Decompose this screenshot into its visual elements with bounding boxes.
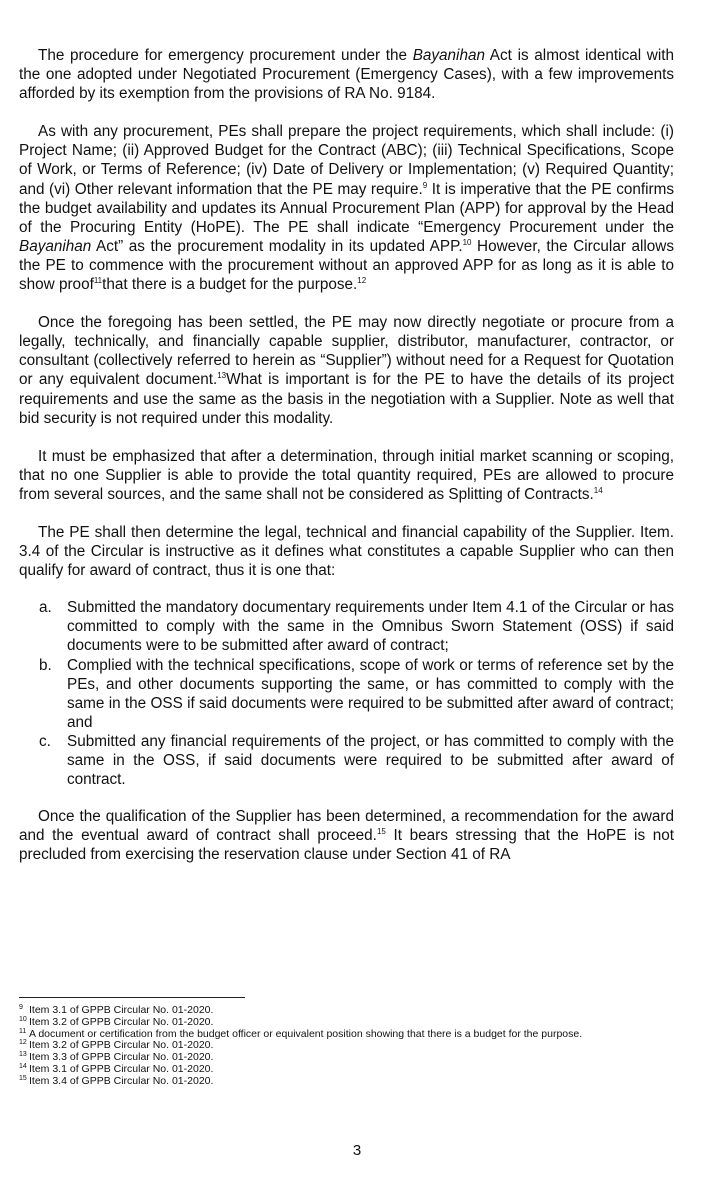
footnote-ref-10[interactable]: 10 — [462, 237, 472, 247]
paragraph-1 — [19, 46, 674, 103]
list-item — [19, 732, 674, 789]
paragraph-2-text-f: that there is a budget for the purpose. — [102, 276, 358, 294]
footnote-ref-13[interactable]: 13 — [217, 371, 227, 381]
paragraph-1-text-c: Act is almost identical with the one adopted under Negotiated Procurement (Emergency Cases), with a few improvements afforded by its exemption from the provisions of RA No. 9184. — [19, 47, 674, 103]
document-body — [19, 46, 674, 883]
paragraph-1-italic-act: Bayanihan — [412, 47, 485, 64]
paragraph-6-text-a: Once the qualification of the Supplier has been determined, a recommendation for the award and the eventual award of contract shall proceed. — [19, 808, 674, 845]
paragraph-4-text-a: It must be emphasized that after a determination, through initial market scanning or scoping, that no one Supplier is able to provide the total quantity required, PEs are allowed to procure from several sources, and the same shall not be considered as Splitting of Contracts. — [19, 447, 674, 503]
list-item-text: Submitted any financial requirements of the project, or has committed to comply with the same in the OSS, if said documents were required to be submitted after award of contract. — [67, 732, 674, 789]
paragraph-3-text-a: Once the foregoing has been settled, the PE may now directly negotiate or procure from a legally, technically, and financially capable supplier, distributor, manufacturer, contractor, or consultant (collectively referred to herein as “Supplier”) without need for a Request for Quotation or any equivalent document. — [19, 314, 674, 389]
list-marker-a: a. — [39, 599, 52, 617]
page-number: 3 — [352, 1142, 362, 1159]
list-marker-b: b. — [39, 656, 52, 674]
footnote-number: 14 — [19, 1062, 27, 1070]
capable-supplier-list — [19, 598, 674, 789]
paragraph-5-text: The PE shall then determine the legal, technical and financial capability of the Supplier. Item. 3.4 of the Circular is instructive as it defines what constitutes a capable Supplier who can then qualify for award of contract, thus it is one that: — [19, 523, 674, 580]
footnote-ref-11[interactable]: 11 — [93, 275, 103, 285]
footnote-text: Item 3.2 of GPPB Circular No. 01-2020. — [29, 1015, 214, 1028]
footnote-ref-9[interactable]: 9 — [422, 180, 428, 190]
footnote-number: 11 — [19, 1027, 27, 1035]
footnote-text: Item 3.1 of GPPB Circular No. 01-2020. — [29, 1004, 214, 1016]
paragraph-2-text-b: It is imperative that the PE confirms the budget availability and updates its Annual Procurement Plan (APP) for approval by the Head of the Procuring Entity (HoPE). The PE shall indicate “Emergency Procurement under the — [19, 180, 674, 236]
footnote-text: Item 3.2 of GPPB Circular No. 01-2020. — [29, 1039, 214, 1052]
footnote-ref-15[interactable]: 15 — [376, 827, 386, 837]
paragraph-2 — [19, 122, 674, 294]
paragraph-2-text-e: However, the Circular allows the PE to commence with the procurement without an approved APP for as long as it is able to show proof — [19, 237, 674, 294]
paragraph-1-text-a: The procedure for emergency procurement under the — [38, 47, 413, 64]
footnote-number: 9 — [19, 1004, 23, 1011]
footnote-number: 12 — [19, 1039, 27, 1047]
footnote-text: Item 3.3 of GPPB Circular No. 01-2020. — [29, 1051, 214, 1064]
footnote-text: Item 3.4 of GPPB Circular No. 01-2020. — [29, 1074, 214, 1087]
paragraph-2-text-a: As with any procurement, PEs shall prepare the project requirements, which shall include: (i) Project Name; (ii) Approved Budget for the Contract (ABC); (iii) Technical Specifications, Scope of Work, or Terms of Reference; (iv) Date of Delivery or Implementation; (v) Required Quantity; and (vi) Other relevant information that the PE may require. — [19, 123, 674, 198]
paragraph-3 — [19, 313, 674, 428]
footnote-number: 13 — [19, 1051, 27, 1059]
paragraph-3-text-b: What is important is for the PE to have the details of its project requirements and use the same as the basis in the negotiation with a Supplier. Note as well that bid security is not required under this modality. — [19, 371, 674, 427]
footnote-ref-14[interactable]: 14 — [593, 485, 603, 495]
list-item-text: Complied with the technical specifications, scope of work or terms of reference set by the PEs, and other documents supporting the same, or has committed to comply with the same in the OSS if said documents were required to be submitted after award of contract; and — [67, 656, 674, 731]
footnotes — [19, 1005, 674, 1088]
paragraph-6-text-b: It bears stressing that the HoPE is not precluded from exercising the reservation clause under Section 41 of RA — [19, 827, 674, 864]
list-item-text: Submitted the mandatory documentary requirements under Item 4.1 of the Circular or has committed to comply with the same in the Omnibus Sworn Statement (OSS) if said documents were to be submitted after award of contract; — [67, 599, 674, 655]
footnote-divider — [19, 997, 245, 998]
list-item — [19, 656, 674, 732]
paragraph-2-text-d: Act” as the procurement modality in its updated APP. — [91, 237, 463, 255]
paragraph-4 — [19, 447, 674, 504]
footnote-number: 15 — [19, 1074, 27, 1082]
list-marker-c: c. — [39, 732, 51, 750]
paragraph-5 — [19, 523, 674, 580]
footnote-ref-12[interactable]: 12 — [357, 275, 367, 285]
footnote-number: 10 — [19, 1015, 27, 1023]
paragraph-2-italic-act: Bayanihan — [19, 237, 92, 255]
paragraph-6 — [19, 807, 674, 864]
list-item — [19, 598, 674, 655]
footnote-15 — [19, 1076, 674, 1088]
footnote-text: A document or certification from the budget officer or equivalent position showing that there is a budget for the purpose. — [29, 1027, 583, 1040]
footnote-text: Item 3.1 of GPPB Circular No. 01-2020. — [29, 1062, 214, 1075]
